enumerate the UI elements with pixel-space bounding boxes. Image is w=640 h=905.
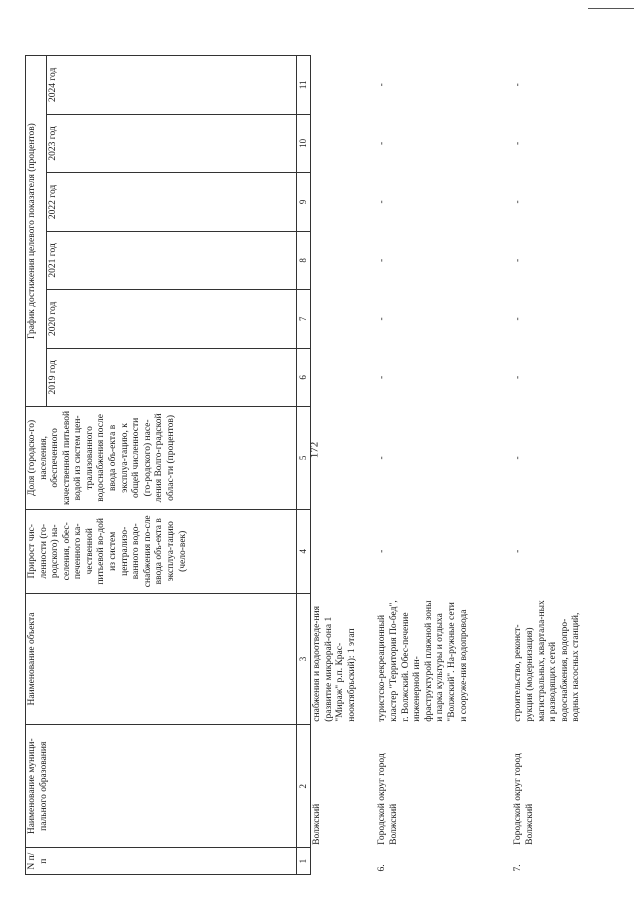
column-number: 11 — [297, 56, 311, 115]
row-value: - — [377, 258, 388, 262]
column-number: 1 — [297, 848, 311, 875]
row-municipality: Городской округ город Волжский — [377, 753, 400, 845]
row-value: - — [377, 549, 388, 553]
row-value — [310, 114, 376, 172]
row-object: туристско-рекреационный кластер "Территория По-бед", г. Волжский. Обес-печение инженерной ин-фраструктурой пляжной зоны и парка культуры и отдыха "Волжский". На-ружные сети и сооруже-ния водопровода — [377, 600, 469, 722]
row-value: - — [377, 317, 388, 321]
column-number: 6 — [297, 348, 311, 406]
row-value: - — [377, 375, 388, 379]
header-object: Наименование объекта — [26, 593, 297, 724]
column-number: 10 — [297, 114, 311, 172]
row-object: строительство, реконст-рукция (модернизация) магистральных, квартала-ных и разводящих сетей водоснабжения, водопро-водных насосных станций, — [513, 600, 582, 722]
row-value — [310, 231, 376, 289]
column-number: 2 — [297, 725, 311, 848]
row-value: - — [513, 456, 524, 460]
row-value — [310, 348, 376, 406]
row-value: - — [513, 549, 524, 553]
header-population-share: Доля (городско-го) населения, обеспеченного качественной питьевой водой из систем цен-трализованного водоснабжения после ввода объ-екта в эксплуа-тацию, к общей численности (го-родского) насе-ления Волго-градской облас-ти (процентов) — [26, 407, 297, 510]
column-number: 5 — [297, 407, 311, 510]
column-number: 7 — [297, 290, 311, 348]
header-year-2020: 2020 год — [47, 290, 297, 348]
row-value — [310, 290, 376, 348]
table-row — [376, 56, 512, 875]
header-year-2023: 2023 год — [47, 114, 297, 172]
header-municipality: Наименование муници-пального образования — [26, 725, 297, 848]
column-number: 4 — [297, 509, 311, 593]
header-year-2022: 2022 год — [47, 173, 297, 231]
page-number: 172 — [308, 441, 321, 459]
row-value: - — [377, 200, 388, 204]
row-value: - — [377, 83, 388, 87]
column-number: 3 — [297, 593, 311, 724]
row-number: 7. — [513, 864, 524, 872]
column-number: 9 — [297, 173, 311, 231]
header-year-2019: 2019 год — [47, 348, 297, 406]
table-row — [310, 56, 376, 875]
row-value — [310, 173, 376, 231]
row-value: - — [513, 317, 524, 321]
row-value — [310, 56, 376, 115]
header-year-2024: 2024 год — [47, 56, 297, 115]
row-value: - — [513, 375, 524, 379]
row-number: 6. — [377, 864, 388, 872]
header-year-2021: 2021 год — [47, 231, 297, 289]
target-indicator-table — [25, 55, 612, 875]
row-value: - — [513, 83, 524, 87]
table-row — [512, 56, 612, 875]
rotated-table-sheet — [25, 45, 615, 875]
header-population-growth: Прирост чис-ленности (го-родского) на-селения, обес-печенного ка-чественной питьевой во-дой из систем централизо-ванного водо-снабжения по-сле ввода объ-екта в эксплуа-тацию (чело-век) — [26, 509, 297, 593]
row-value: - — [513, 141, 524, 145]
row-municipality: Волжский — [311, 803, 322, 845]
row-municipality: Городской округ город Волжский — [513, 753, 536, 845]
header-n: N п/п — [26, 848, 297, 875]
row-value: - — [513, 200, 524, 204]
row-value: - — [513, 258, 524, 262]
corner-rule — [588, 8, 634, 9]
row-number — [310, 848, 376, 875]
column-number: 8 — [297, 231, 311, 289]
row-value: - — [377, 141, 388, 145]
header-schedule: График достижения целевого показателя (процентов) — [26, 56, 47, 407]
row-object: снабжения и водоотведе-ния (развитие микрорай-она 1 "Мираж" р.п. Крас-нооктябрьский): 1 этап — [311, 606, 357, 722]
row-value — [310, 407, 376, 510]
row-value — [310, 509, 376, 593]
row-value: - — [377, 456, 388, 460]
